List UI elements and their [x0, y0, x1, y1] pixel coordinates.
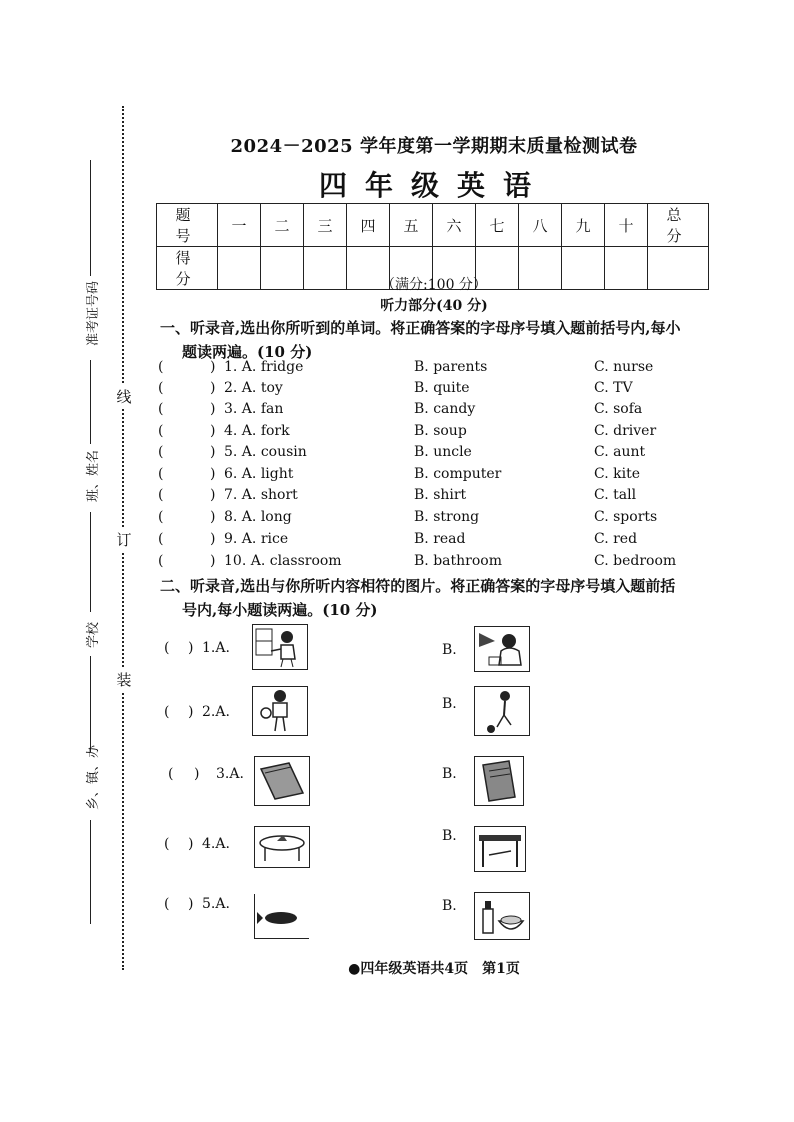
question-row — [158, 553, 718, 574]
option-b: B. uncle — [414, 444, 472, 460]
listening-title: 听力部分(40 分) — [380, 298, 488, 314]
answer-paren-close[interactable]: ) — [210, 487, 216, 503]
answer-paren-close[interactable]: ) — [188, 640, 194, 656]
margin-ding-word: 订 — [116, 527, 132, 552]
option-b: B. parents — [414, 359, 488, 375]
score-cell: 二 — [261, 204, 304, 247]
option-a: 5. A. cousin — [224, 444, 307, 460]
question-row — [158, 487, 718, 508]
full-marks: （满分:100 分） — [381, 277, 487, 293]
question-row — [158, 401, 718, 422]
answer-paren-open[interactable]: ( — [158, 359, 164, 375]
answer-paren-close[interactable]: ) — [188, 896, 194, 912]
option-a: 10. A. classroom — [224, 553, 342, 569]
option-c: C. sports — [594, 509, 658, 525]
option-c: C. driver — [594, 423, 657, 439]
exam-subtitle: 四年级英语 — [318, 169, 549, 202]
answer-paren-open[interactable]: ( — [164, 704, 170, 720]
option-b: B. quite — [414, 380, 470, 396]
section1-instruction — [160, 316, 730, 364]
score-row-label: 得 分 — [157, 247, 218, 290]
answer-paren-open[interactable]: ( — [158, 401, 164, 417]
school-blank — [90, 512, 91, 612]
desk-image[interactable] — [474, 826, 526, 872]
answer-paren-open[interactable]: ( — [158, 444, 164, 460]
boy-basketball-image[interactable] — [252, 686, 308, 736]
book-closed-image[interactable] — [254, 756, 310, 806]
option-c: C. TV — [594, 380, 633, 396]
option-c: C. tall — [594, 487, 637, 503]
option-c: C. aunt — [594, 444, 646, 460]
answer-paren-close[interactable]: ) — [210, 444, 216, 460]
answer-paren-open[interactable]: ( — [164, 896, 170, 912]
instruction-line: 号内,每小题读两遍。(10 分) — [182, 601, 378, 619]
option-a: 1. A. fridge — [224, 359, 304, 375]
picture-question — [160, 892, 720, 952]
option-a: 6. A. light — [224, 466, 294, 482]
score-cell: 六 — [433, 204, 476, 247]
picture-question — [160, 624, 720, 684]
score-cell: 题 号 — [157, 204, 218, 247]
option-b-label: B. — [442, 828, 457, 844]
score-cell: 总 分 — [648, 204, 709, 247]
answer-paren-open[interactable]: ( — [158, 553, 164, 569]
option-b-label: B. — [442, 898, 457, 914]
town-blank — [90, 820, 91, 924]
score-header-row — [157, 204, 709, 247]
option-c: C. sofa — [594, 401, 643, 417]
answer-paren-close[interactable]: ) — [188, 836, 194, 852]
answer-paren-open[interactable]: ( — [158, 509, 164, 525]
option-a: 3. A. fan — [224, 401, 284, 417]
book-open-image[interactable] — [474, 756, 524, 806]
option-a: 9. A. rice — [224, 531, 289, 547]
answer-paren-open[interactable]: ( — [158, 423, 164, 439]
picture-question — [160, 826, 720, 886]
answer-paren-close[interactable]: ) — [210, 423, 216, 439]
score-cell: 十 — [605, 204, 648, 247]
answer-paren-open[interactable]: ( — [158, 466, 164, 482]
question-row — [158, 509, 718, 530]
question-row — [158, 423, 718, 444]
answer-paren-open[interactable]: ( — [168, 766, 174, 782]
option-c: C. kite — [594, 466, 640, 482]
option-b: B. soup — [414, 423, 467, 439]
class-name-label: 班、姓名 — [86, 449, 101, 502]
answer-paren-close[interactable]: ) — [210, 359, 216, 375]
option-a: 7. A. short — [224, 487, 298, 503]
option-a-label: 3.A. — [216, 766, 244, 782]
score-cell: 一 — [218, 204, 261, 247]
school-label: 学校 — [86, 621, 101, 648]
boy-football-image[interactable] — [474, 686, 530, 736]
score-cell: 九 — [562, 204, 605, 247]
option-b: B. shirt — [414, 487, 467, 503]
option-b-label: B. — [442, 642, 457, 658]
option-b-label: B. — [442, 766, 457, 782]
option-b: B. read — [414, 531, 466, 547]
answer-paren-open[interactable]: ( — [158, 380, 164, 396]
question-row — [158, 380, 718, 401]
option-a: 2. A. toy — [224, 380, 283, 396]
score-cell: 七 — [476, 204, 519, 247]
section2-instruction — [160, 574, 730, 622]
name-blank — [90, 360, 91, 444]
score-cell: 三 — [304, 204, 347, 247]
score-cell: 四 — [347, 204, 390, 247]
instruction-line: 二、听录音,选出与你所听内容相符的图片。将正确答案的字母序号填入题前括 — [160, 577, 676, 595]
option-a: 8. A. long — [224, 509, 292, 525]
page-footer: ●四年级英语共4页 第1页 — [348, 961, 520, 977]
instruction-line: 一、听录音,选出你所听到的单词。将正确答案的字母序号填入题前括号内,每小 — [160, 319, 681, 337]
question-row — [158, 531, 718, 552]
question-row — [158, 466, 718, 487]
exam-id-label: 准考证号码 — [86, 280, 101, 346]
question-row — [158, 444, 718, 465]
answer-paren-close[interactable]: ) — [188, 704, 194, 720]
picture-question — [160, 686, 720, 746]
girl-reading-image[interactable] — [474, 626, 530, 672]
option-c: C. bedroom — [594, 553, 677, 569]
question-row — [158, 359, 718, 380]
bottle-and-bowl-image[interactable] — [474, 892, 530, 940]
answer-paren-open[interactable]: ( — [164, 640, 170, 656]
margin-zhuang-word: 装 — [116, 667, 132, 692]
picture-question — [160, 756, 720, 816]
answer-paren-close[interactable]: ) — [210, 509, 216, 525]
option-c: C. nurse — [594, 359, 654, 375]
answer-paren-close[interactable]: ) — [210, 401, 216, 417]
exam-title: 2024－2025 学年度第一学期期末质量检测试卷 — [230, 136, 638, 157]
answer-paren-open[interactable]: ( — [164, 836, 170, 852]
boy-washing-image[interactable] — [252, 624, 308, 670]
answer-paren-close[interactable]: ) — [210, 553, 216, 569]
answer-paren-close[interactable]: ) — [210, 466, 216, 482]
score-cell: 五 — [390, 204, 433, 247]
option-a-label: 2.A. — [202, 704, 230, 720]
option-b: B. bathroom — [414, 553, 502, 569]
answer-paren-close[interactable]: ) — [210, 531, 216, 547]
margin-line-word: 线 — [116, 384, 132, 409]
score-cell: 八 — [519, 204, 562, 247]
option-b-label: B. — [442, 696, 457, 712]
answer-paren-open[interactable]: ( — [158, 487, 164, 503]
option-a-label: 4.A. — [202, 836, 230, 852]
option-a-label: 1.A. — [202, 640, 230, 656]
answer-paren-close[interactable]: ) — [194, 766, 200, 782]
option-c: C. red — [594, 531, 638, 547]
fish-image[interactable] — [254, 894, 309, 939]
round-table-image[interactable] — [254, 826, 310, 868]
option-b: B. candy — [414, 401, 476, 417]
option-a: 4. A. fork — [224, 423, 290, 439]
option-a-label: 5.A. — [202, 896, 230, 912]
option-b: B. strong — [414, 509, 480, 525]
instruction-line: 题读两遍。(10 分) — [182, 343, 313, 361]
answer-paren-open[interactable]: ( — [158, 531, 164, 547]
option-b: B. computer — [414, 466, 502, 482]
answer-paren-close[interactable]: ) — [210, 380, 216, 396]
town-label: 乡、镇、办 — [86, 744, 101, 810]
school-blank-2 — [90, 656, 91, 752]
